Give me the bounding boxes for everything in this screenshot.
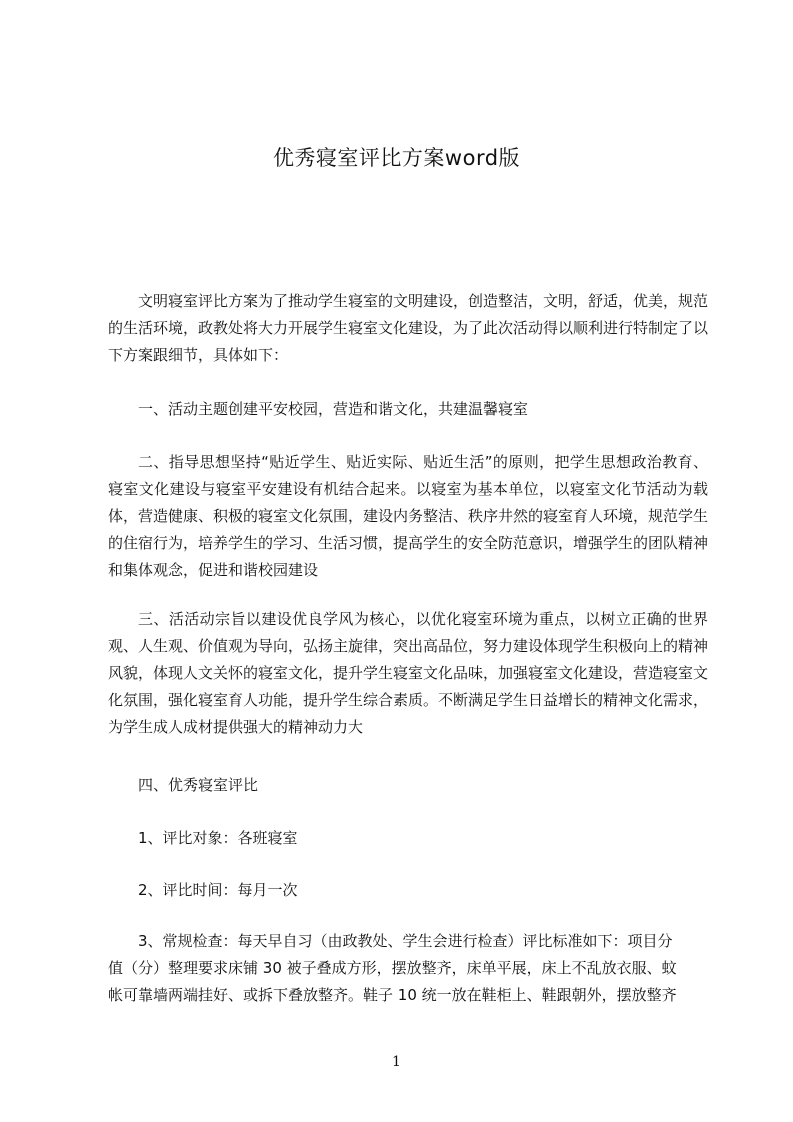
section-purpose (108, 606, 708, 741)
intro-paragraph (108, 288, 708, 369)
paragraph: 一、活动主题创建平安校园，营造和谐文化，共建温馨寝室 (138, 400, 529, 418)
paragraph: 二、指导思想坚持“贴近学生、贴近实际、贴近生活”的原则，把学生思想政治教育、寝室文化建设与寝室平安建设有机结合起来。以寝室为基本单位，以寝室文化节活动为载体，营造健康、积极的寝室文化氛围，建设内务整洁、秩序井然的寝室育人环境，规范学生的住宿行为，培养学生的学习、生活习惯，提高学生的安全防范意识，增强学生的团队精神和集体观念，促进和谐校园建设 (108, 453, 709, 579)
paragraph: 文明寝室评比方案为了推动学生寝室的文明建设，创造整洁，文明，舒适，优美，规范的生活环境，政教处将大力开展学生寝室文化建设，为了此次活动得以顺利进行特制定了以下方案跟细节，具体如下： (108, 292, 709, 364)
section-theme (108, 396, 708, 423)
paragraph-line: 3、常规检查：每天早自习（由政教处、学生会进行检查）评比标准如下：项目分 (138, 932, 673, 950)
paragraph: 2、评比时间：每月一次 (138, 881, 298, 899)
evaluation-target (108, 825, 708, 852)
paragraph: 1、评比对象：各班寝室 (138, 829, 298, 847)
paragraph-line: 帐可靠墙两端挂好、或拆下叠放整齐。鞋子 10 统一放在鞋柜上、鞋跟朝外，摆放整齐 (108, 986, 677, 1004)
page-number: 1 (392, 1054, 401, 1070)
paragraph-line: 值（分）整理要求床铺 30 被子叠成方形，摆放整齐，床单平展，床上不乱放衣服、蚊 (108, 959, 677, 977)
evaluation-time (108, 877, 708, 904)
routine-inspection (108, 928, 710, 1009)
section-guiding-ideology (108, 449, 708, 584)
document-title: 优秀寝室评比方案word版 (272, 146, 521, 170)
paragraph: 四、优秀寝室评比 (138, 776, 259, 794)
paragraph: 三、活活动宗旨以建设优良学风为核心，以优化寝室环境为重点，以树立正确的世界观、人生观、价值观为导向，弘扬主旋律，突出高品位，努力建设体现学生积极向上的精神风貌，体现人文关怀的寝室文化，提升学生寝室文化品味，加强寝室文化建设，营造寝室文化氛围，强化寝室育人功能，提升学生综合素质。不断满足学生日益增长的精神文化需求，为学生成人成材提供强大的精神动力大 (108, 610, 709, 736)
section-evaluation (108, 772, 708, 799)
